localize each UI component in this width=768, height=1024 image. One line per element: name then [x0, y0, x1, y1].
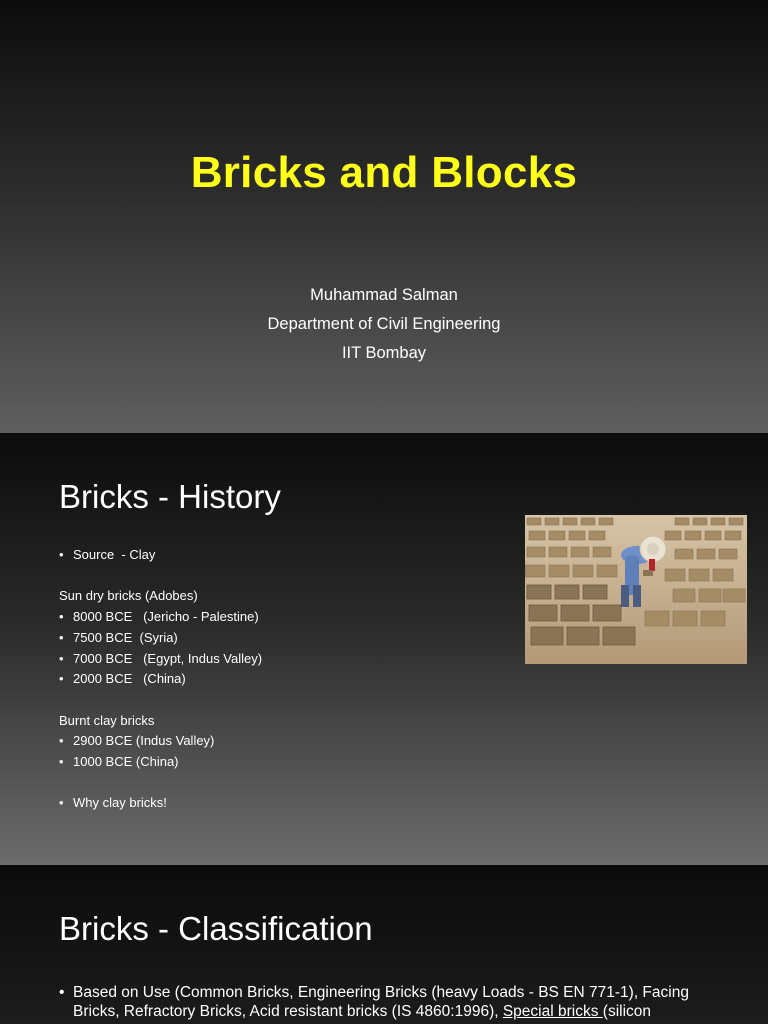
history-title: Bricks - History	[59, 478, 281, 515]
burnt-heading: Burnt clay bricks	[59, 712, 155, 728]
presentation-title: Bricks and Blocks	[190, 148, 578, 197]
sun-dry-item: • 2000 BCE (China)	[59, 669, 262, 690]
sun-dry-heading: Sun dry bricks (Adobes)	[59, 588, 198, 604]
history-list	[59, 545, 262, 814]
sun-dry-item: • 7000 BCE (Egypt, Indus Valley)	[59, 649, 262, 670]
author-name: Muhammad Salman	[310, 286, 458, 304]
classification-text: Based on Use (Common Bricks, Engineering Bricks (heavy Loads - BS EN 771-1), Facing Bricks, Refractory Bricks, Acid resistant bricks (IS 4860:1996),	[73, 984, 689, 1020]
burnt-item: • 1000 BCE (China)	[59, 752, 262, 773]
adobe-brick-making-photo	[525, 515, 747, 664]
classification-title: Bricks - Classification	[59, 910, 373, 947]
classification-slide	[0, 865, 768, 1024]
classification-bullet	[73, 983, 733, 1021]
author-info	[0, 281, 768, 368]
title-slide	[0, 0, 768, 433]
why-item: • Why clay bricks!	[59, 793, 262, 814]
special-bricks-link[interactable]: Special bricks	[502, 1003, 603, 1020]
department-name: Department of Civil Engineering	[267, 315, 501, 333]
sun-dry-item: • 7500 BCE (Syria)	[59, 628, 262, 649]
history-slide	[0, 433, 768, 865]
institute-name: IIT Bombay	[341, 344, 427, 362]
source-item: • Source - Clay	[59, 545, 262, 566]
sun-dry-item: • 8000 BCE (Jericho - Palestine)	[59, 607, 262, 628]
classification-text-continued: (silicon	[602, 1003, 652, 1020]
burnt-item: • 2900 BCE (Indus Valley)	[59, 731, 262, 752]
